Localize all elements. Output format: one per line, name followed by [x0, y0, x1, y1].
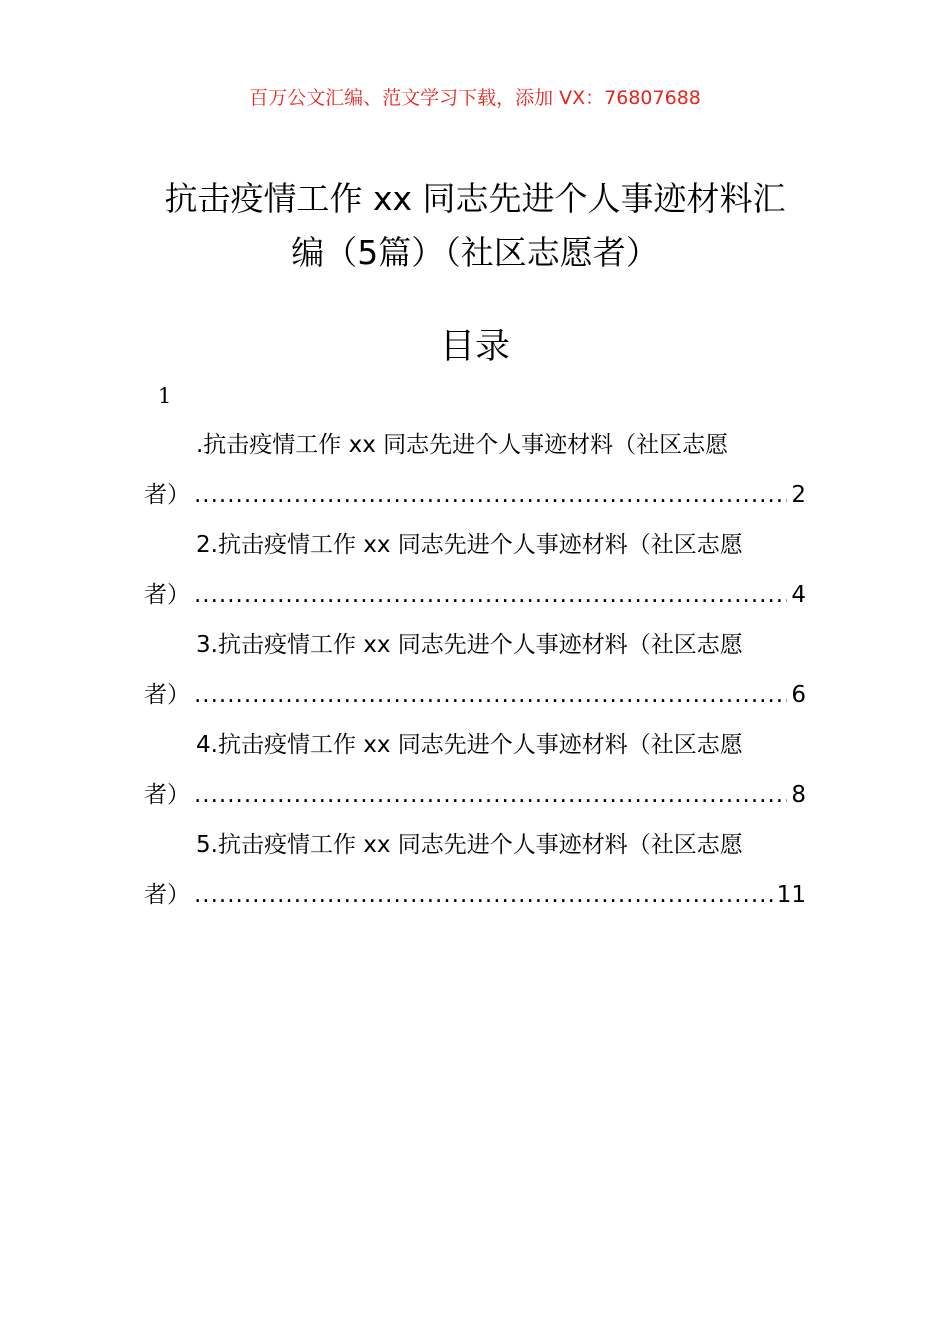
- toc-entry-3[interactable]: [144, 620, 806, 720]
- toc-entry-title: .抗击疫情工作 xx 同志先进个人事迹材料（社区志愿: [196, 432, 729, 458]
- toc-entry-5[interactable]: [144, 820, 806, 920]
- toc-dot-leader: [194, 570, 787, 620]
- toc-entry-title: 2.抗击疫情工作 xx 同志先进个人事迹材料（社区志愿: [196, 532, 743, 558]
- toc-entry-title: 5.抗击疫情工作 xx 同志先进个人事迹材料（社区志愿: [196, 832, 743, 858]
- table-of-contents: [144, 420, 806, 920]
- document-title-line-1: 抗击疫情工作 xx 同志先进个人事迹材料汇: [164, 179, 786, 218]
- toc-entry-1[interactable]: [144, 420, 806, 520]
- toc-entry-title-tail: 者）: [144, 782, 190, 808]
- toc-page-number: 11: [776, 882, 806, 908]
- toc-entry-title: 4.抗击疫情工作 xx 同志先进个人事迹材料（社区志愿: [196, 732, 743, 758]
- toc-page-number: 6: [791, 682, 806, 708]
- toc-dot-leader: [194, 470, 787, 520]
- toc-page-number: 8: [791, 782, 806, 808]
- toc-stray-number: 1: [158, 384, 172, 408]
- document-title: [140, 172, 810, 280]
- toc-entry-title-tail: 者）: [144, 482, 190, 508]
- header-note: 百万公文汇编、范文学习下载，添加 VX：76807688: [249, 87, 701, 109]
- toc-entry-2[interactable]: [144, 520, 806, 620]
- toc-dot-leader: [194, 870, 773, 920]
- toc-page-number: 4: [791, 582, 806, 608]
- document-title-line-2: 编（5篇）（社区志愿者）: [291, 233, 659, 272]
- toc-entry-title-tail: 者）: [144, 682, 190, 708]
- toc-dot-leader: [194, 670, 787, 720]
- toc-page-number: 2: [791, 482, 806, 508]
- toc-entry-4[interactable]: [144, 720, 806, 820]
- toc-entry-title-tail: 者）: [144, 582, 190, 608]
- toc-entry-title-tail: 者）: [144, 882, 190, 908]
- toc-dot-leader: [194, 770, 787, 820]
- toc-heading: 目录: [439, 327, 510, 367]
- toc-entry-title: 3.抗击疫情工作 xx 同志先进个人事迹材料（社区志愿: [196, 632, 743, 658]
